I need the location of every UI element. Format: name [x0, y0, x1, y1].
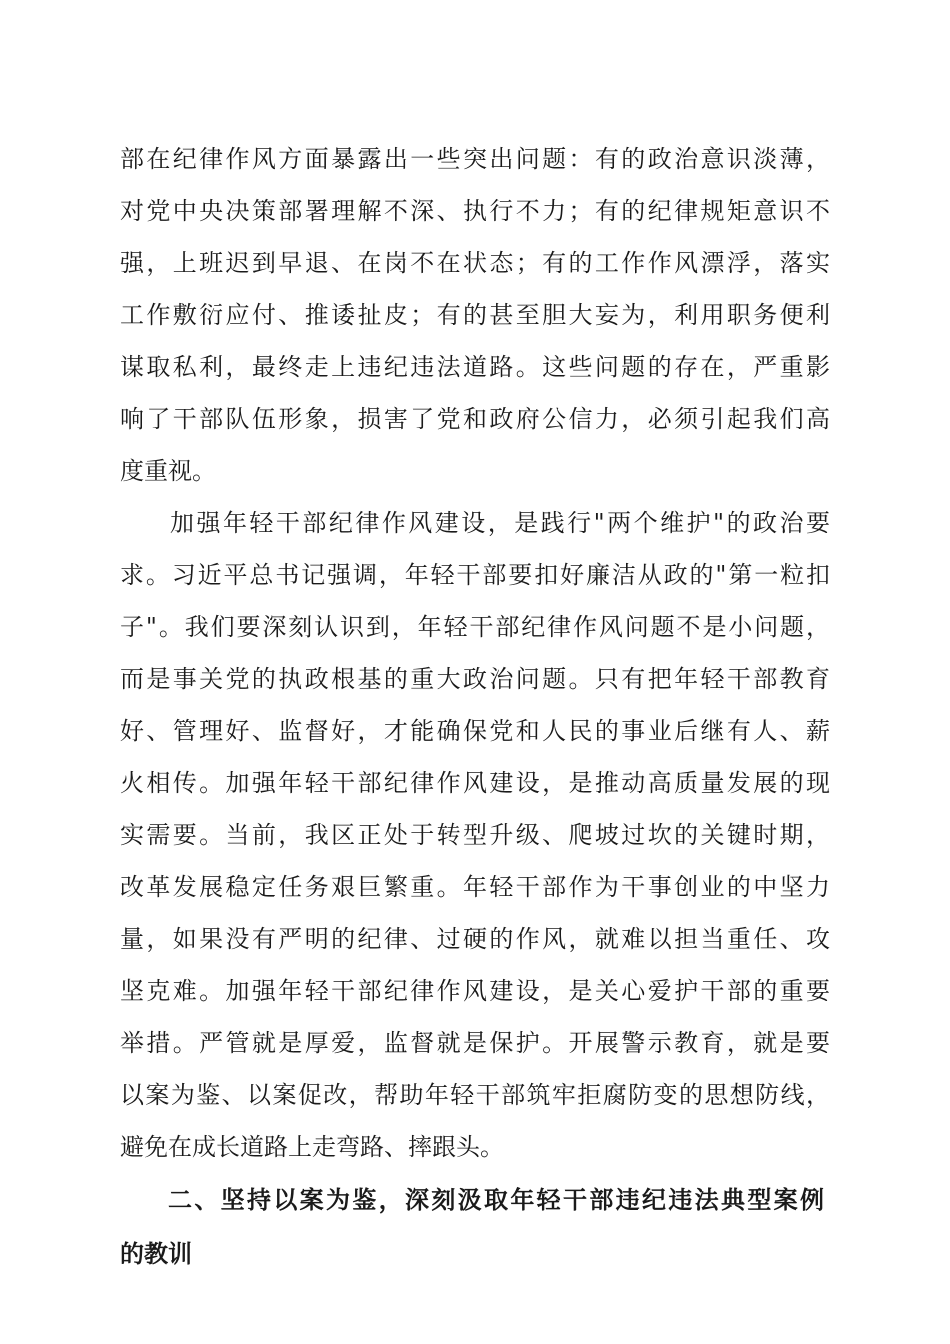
text-line: 对党中央决策部署理解不深、执行不力；有的纪律规矩意识不	[120, 197, 830, 225]
text-line: 而是事关党的执政根基的重大政治问题。只有把年轻干部教育	[120, 665, 830, 693]
text-line: 实需要。当前，我区正处于转型升级、爬坡过坎的关键时期，	[120, 821, 830, 849]
text-line: 改革发展稳定任务艰巨繁重。年轻干部作为干事创业的中坚力	[120, 873, 830, 901]
text-line: 以案为鉴、以案促改，帮助年轻干部筑牢拒腐防变的思想防线，	[120, 1081, 830, 1109]
text-line: 量，如果没有严明的纪律、过硬的作风，就难以担当重任、攻	[120, 925, 830, 953]
text-line: 求。习近平总书记强调，年轻干部要扣好廉洁从政的"第一粒扣	[120, 561, 830, 589]
text-line: 避免在成长道路上走弯路、摔跟头。	[120, 1133, 504, 1161]
text-line: 举措。严管就是厚爱，监督就是保护。开展警示教育，就是要	[120, 1029, 830, 1057]
text-line: 谋取私利，最终走上违纪违法道路。这些问题的存在，严重影	[120, 353, 830, 381]
heading-line: 的教训	[120, 1240, 192, 1268]
text-line: 好、管理好、监督好，才能确保党和人民的事业后继有人、薪	[120, 717, 830, 745]
text-line: 部在纪律作风方面暴露出一些突出问题：有的政治意识淡薄，	[120, 145, 830, 173]
text-line: 工作敷衍应付、推诿扯皮；有的甚至胆大妄为，利用职务便利	[120, 301, 830, 329]
text-line: 度重视。	[120, 457, 216, 485]
text-line: 加强年轻干部纪律作风建设，是践行"两个维护"的政治要	[170, 509, 830, 537]
text-line: 坚克难。加强年轻干部纪律作风建设，是关心爱护干部的重要	[120, 977, 830, 1005]
heading-line: 二、坚持以案为鉴，深刻汲取年轻干部违纪违法典型案例	[168, 1186, 824, 1214]
text-line: 强，上班迟到早退、在岗不在状态；有的工作作风漂浮，落实	[120, 249, 830, 277]
text-line: 响了干部队伍形象，损害了党和政府公信力，必须引起我们高	[120, 405, 830, 433]
text-line: 火相传。加强年轻干部纪律作风建设，是推动高质量发展的现	[120, 769, 830, 797]
text-line: 子"。我们要深刻认识到，年轻干部纪律作风问题不是小问题，	[120, 613, 830, 641]
